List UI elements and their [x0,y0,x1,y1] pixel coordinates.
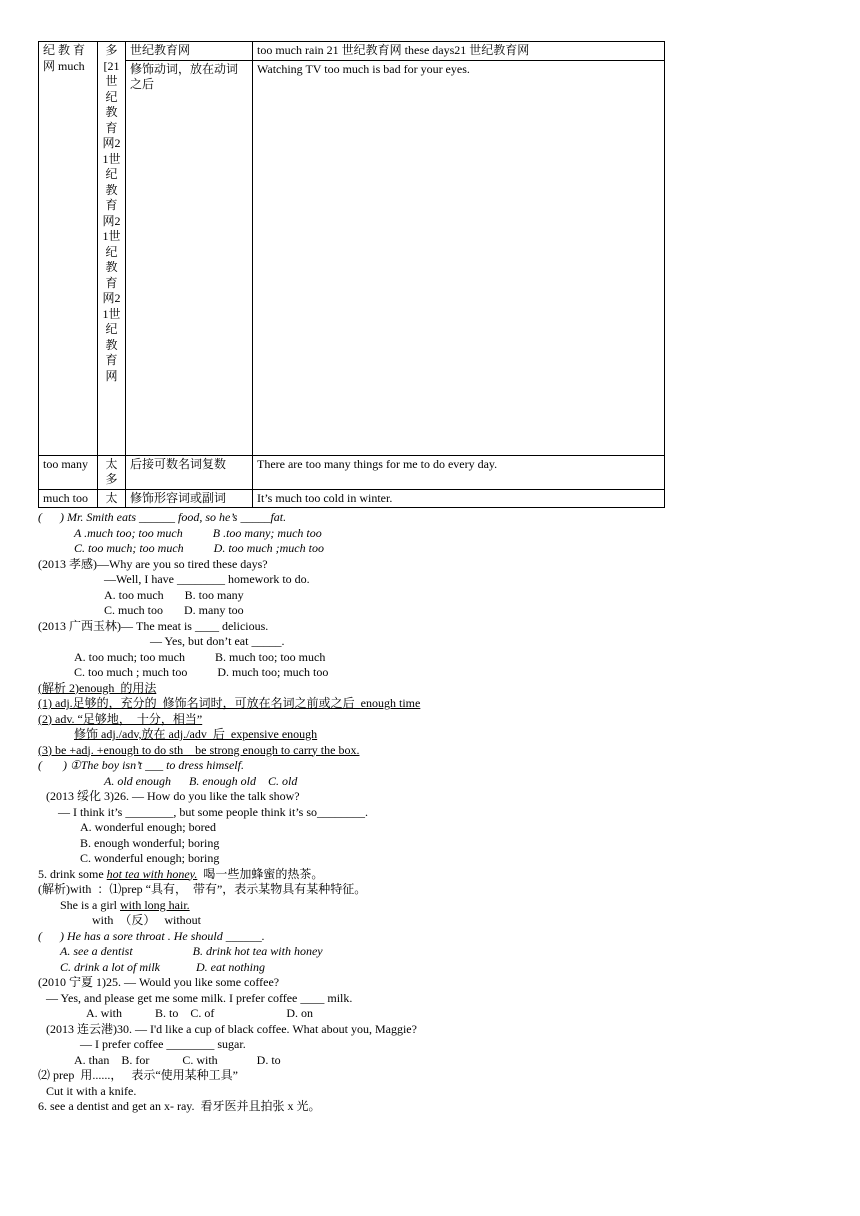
option-line: C. much too D. many too [104,603,244,617]
rule-line: (3) be +adj. +enough to do sth be strong enough to carry the box. [38,742,360,757]
example-cell: There are too many things for me to do every day. [253,455,665,489]
usage-cell: 修饰动词，放在动词之后 [126,60,253,455]
table-row [39,42,665,61]
question-line: ( ) ①The boy isn’t ___ to dress himself. [38,758,244,772]
example-cell: too much rain 21 世纪教育网 these days21 世纪教育网 [253,42,665,61]
meaning-cell: 多[21世纪教育网21世纪教育网21世纪教育网21世纪教育网 [98,42,126,456]
phrase-line: 6. see a dentist and get an x- ray. 看牙医并且拍张 x 光。 [38,1099,321,1113]
word-cell: too many [39,455,98,489]
document-page [38,41,828,1115]
option-line: C. wonderful enough; boring [80,851,220,865]
example-cell: Watching TV too much is bad for your eyes. [253,60,665,455]
question-line: (2013 连云港)30. — I'd like a cup of black coffee. What about you, Maggie? [46,1021,417,1036]
answer-line: — I prefer coffee ________ sugar. [80,1037,246,1051]
example-cell: It’s much too cold in winter. [253,489,665,508]
rule-line: 修饰 adj./adv,放在 adj./adv 后 expensive enough [74,727,318,741]
option-line: C. too much ; much too D. much too; much too [74,665,329,679]
rule-line: (2) adv. “足够地， 十分，相当” [38,711,203,726]
usage-cell: 修饰形容词或副词 [126,489,253,508]
usage-cell: 世纪教育网 [126,42,253,61]
option-line: A. with B. to C. of D. on [86,1006,314,1020]
example-line: Cut it with a knife. [46,1083,137,1098]
table-row [39,489,665,508]
option-line: A .much too; too much B .too many; much too [74,525,322,540]
option-line: C. too much; too much D. too much ;much too [74,541,324,555]
explanation-line: (解析)with ：⑴prep “具有， 带有”，表示某物具有某种特征。 [38,882,367,896]
option-line: A. than B. for C. with D. to [74,1052,281,1067]
antonym-line: with （反） without [92,913,202,927]
example-line [38,898,828,914]
phrase-line [38,867,828,883]
option-line: A. wonderful enough; bored [80,820,216,834]
answer-line: — Yes, and please get me some milk. I prefer coffee ____ milk. [46,990,353,1005]
section-heading: (解析 2)enough 的用法 [38,680,157,695]
usage-table [38,41,665,508]
question-line: ( ) Mr. Smith eats ______ food, so he’s _____fat. [38,510,287,524]
question-line: (2013 广西玉林)— The meat is ____ delicious. [38,618,269,633]
meaning-cell: 太多 [98,455,126,489]
table-row [39,455,665,489]
meaning-cell: 太 [98,489,126,508]
phrase-text: 5. drink some [38,866,104,881]
option-line: A. too much B. too many [104,587,244,602]
phrase-highlight: hot tea with honey. [106,866,198,881]
word-cell: much too [39,489,98,508]
example-text: She is a girl [60,897,117,912]
answer-line: —Well, I have ________ homework to do. [104,572,310,586]
option-line: A. too much; too much B. much too; too much [74,649,326,664]
phrase-translation: 喝一些加蜂蜜的热茶。 [203,866,324,881]
question-line: ( ) He has a sore throat . He should ______. [38,928,265,943]
rule-line: (1) adj.足够的，充分的 修饰名词时，可放在名词之前或之后 enough time [38,696,421,710]
question-line: (2010 宁夏 1)25. — Would you like some coffee? [38,975,280,989]
table-row [39,60,665,455]
answer-line: — Yes, but don’t eat _____. [150,634,285,648]
option-line: C. drink a lot of milk D. eat nothing [60,959,265,974]
text-body [38,510,828,1115]
explanation-line: ⑵ prep 用......， 表示“使用某种工具” [38,1068,238,1082]
question-line: (2013 绥化 3)26. — How do you like the talk show? [46,789,300,803]
option-line: B. enough wonderful; boring [80,835,220,850]
usage-cell: 后接可数名词复数 [126,455,253,489]
option-line: A. old enough B. enough old C. old [104,773,298,788]
question-line: (2013 孝感)—Why are you so tired these days? [38,556,268,571]
word-cell: 纪 教 育 网 much [39,42,98,456]
option-line: A. see a dentist B. drink hot tea with honey [60,944,323,958]
answer-line: — I think it’s ________, but some people think it’s so________. [58,804,368,819]
example-highlight: with long hair. [120,897,190,912]
